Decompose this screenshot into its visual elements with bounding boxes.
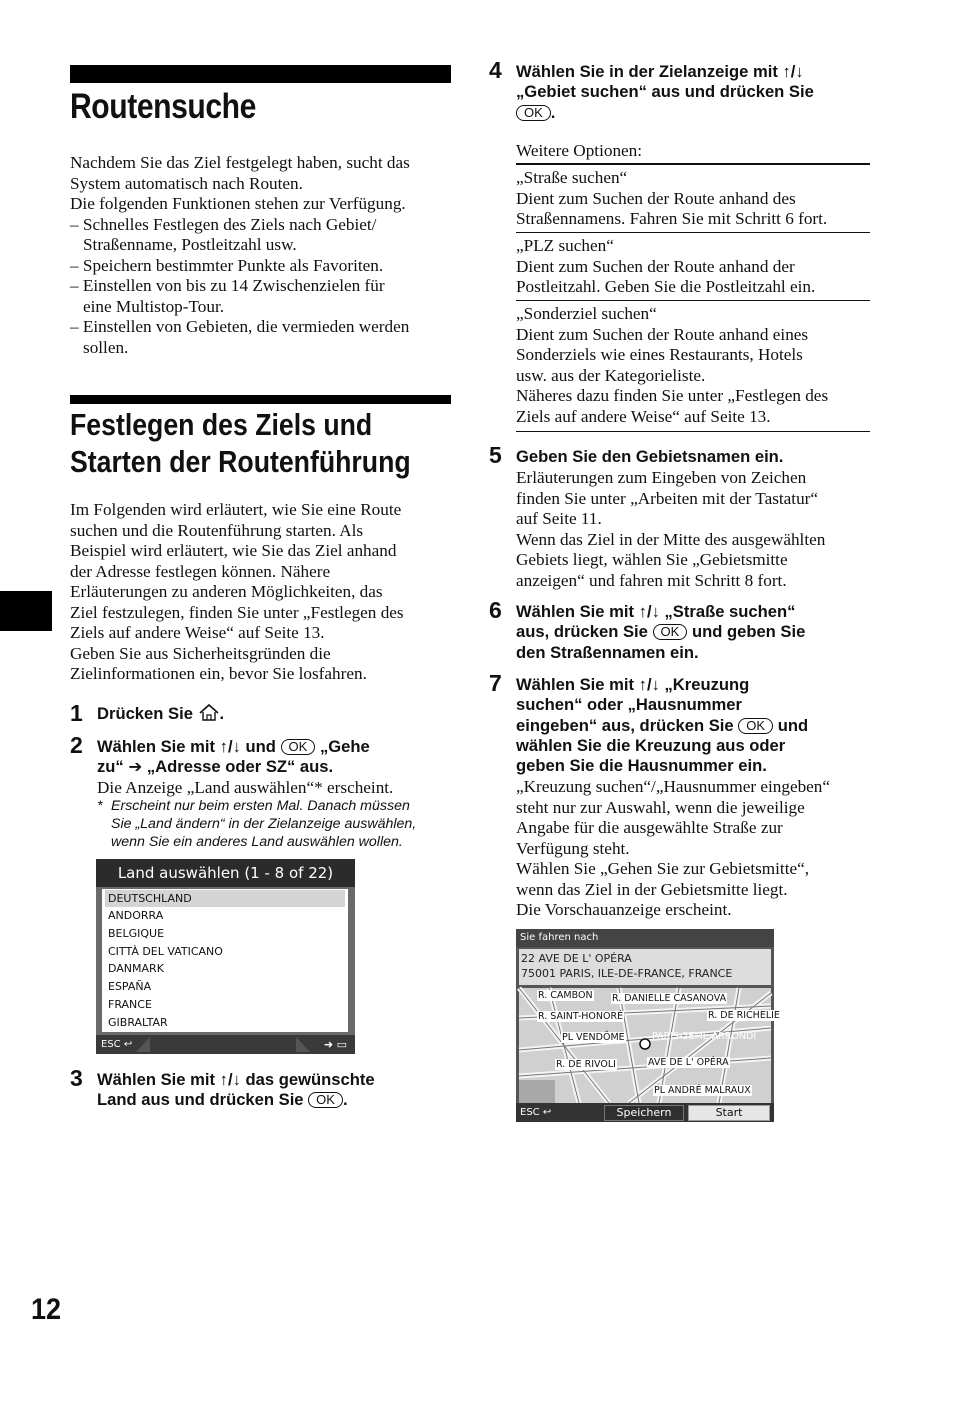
step-number: 5 <box>489 442 502 468</box>
page-number: 12 <box>31 1293 62 1326</box>
option-plz-suchen: „PLZ suchen“ Dient zum Suchen der Route anhand der Postleitzahl. Geben Sie die Postleitzahl ein. <box>516 232 870 300</box>
country-list <box>102 889 348 1032</box>
step-7-desc: „Kreuzung suchen“/„Hausnummer eingeben“ steht nur zur Auswahl, wenn die jeweilige Angabe für die ausgewählte Straße zur Verfügung steht. Wählen Sie „Gehen Sie zur Gebietsmitte“, wenn das Ziel in der Gebietsmitte liegt. Die Vorschauanzeige erscheint. <box>516 777 831 919</box>
list-item[interactable]: ANDORRA <box>108 909 164 922</box>
option-sonderziel-suchen: „Sonderziel suchen“ Dient zum Suchen der Route anhand eines Sonderziels wie eines Restaurants, Hotels usw. aus der Kategorieliste. Näheres dazu finden Sie unter „Festlegen des Ziels auf andere Weise“ auf Seite 13. <box>516 300 870 432</box>
preview-screen <box>516 929 780 1122</box>
section-title-routensuche: Routensuche <box>70 87 256 126</box>
step-6-text: Wählen Sie mit ↑/↓ „Straße suchen“ aus, drücken Sie OK und geben Sie den Straßennamen ein. <box>516 602 806 662</box>
list-item[interactable]: ESPAÑA <box>108 980 152 993</box>
bullet-item: – Speichern bestimmter Punkte als Favoriten. <box>70 255 384 275</box>
step-4-text: Wählen Sie in der Zielanzeige mit ↑/↓ „Gebiet suchen“ aus und drücken Sie OK . <box>516 62 814 122</box>
up-down-arrow-icon: ↑/↓ <box>782 62 804 81</box>
section-rule-2 <box>70 395 451 404</box>
next-page-icon[interactable]: ➜ ▭ <box>323 1038 347 1051</box>
up-down-arrow-icon: ↑/↓ <box>638 675 660 694</box>
screen-header: Sie fahren nach <box>516 929 774 947</box>
ok-button-icon: OK <box>653 624 688 640</box>
section-title-festlegen: Festlegen des Ziels und Starten der Routenführung <box>70 407 411 479</box>
intro-line: System automatisch nach Routen. <box>70 173 303 193</box>
intro-text <box>70 153 455 358</box>
land-auswaehlen-screen <box>96 859 355 1054</box>
bullet-item: – Einstellen von Gebieten, die vermieden werden sollen. <box>70 317 410 357</box>
step-number: 1 <box>70 700 83 726</box>
step-number: 2 <box>70 732 83 758</box>
home-icon <box>198 704 220 727</box>
street-label: R. DE RIVOLI <box>556 1059 616 1070</box>
start-button[interactable]: Start <box>688 1105 770 1121</box>
chapter-tab-marker <box>0 591 52 631</box>
ok-button-icon: OK <box>516 105 551 121</box>
step-5-title: Geben Sie den Gebietsnamen ein. <box>516 447 784 466</box>
scroll-triangle-icon <box>136 1037 150 1052</box>
destination-address: 22 AVE DE L' OPÉRA 75001 PARIS, ILE-DE-FRANCE, FRANCE <box>519 949 771 985</box>
ok-button-icon: OK <box>308 1092 343 1108</box>
step-2-text: Wählen Sie mit ↑/↓ und OK „Gehe zu“ ➔ „Adresse oder SZ“ aus. <box>97 737 370 777</box>
bullet-item: – Schnelles Festlegen des Ziels nach Gebiet/ Straßenname, Postleitzahl usw. <box>70 214 377 254</box>
street-label: PARIS-2EME ARRONDI <box>652 1031 757 1042</box>
step-5-text: Erläuterungen zum Eingeben von Zeichen finden Sie unter „Arbeiten mit der Tastatur“ auf Seite 11. Wenn das Ziel in der Mitte des ausgewählten Gebiets liegt, wählen Sie „Gebietsmitte anzeigen“ und fahren mit Schritt 8 fort. <box>516 468 826 590</box>
option-strasse-suchen: „Straße suchen“ Dient zum Suchen der Route anhand des Straßennamens. Fahren Sie mit Schritt 6 fort. <box>516 163 870 234</box>
ok-button-icon: OK <box>738 718 773 734</box>
back-arrow-icon: ↩ <box>123 1039 133 1050</box>
up-down-arrow-icon: ↑/↓ <box>638 602 660 621</box>
screen-title: Land auswählen (1 - 8 of 22) <box>96 859 355 887</box>
street-label: R. DANIELLE CASANOVA <box>612 993 727 1004</box>
street-label: PL ANDRÉ MALRAUX <box>654 1085 751 1096</box>
step-number: 7 <box>489 670 502 696</box>
section2-text: Im Folgenden wird erläutert, wie Sie eine Route suchen und die Routenführung starten. Als Beispiel wird erläutert, wie Sie das Ziel anhand der Adresse festlegen können. Nähere Erläuterungen zu anderen Möglichkeiten, das Ziel festzulegen, finden Sie unter „Festlegen des Ziels auf andere Weise“ auf Seite 13. Geben Sie aus Sicherheitsgründen die Zielinformationen ein, bevor Sie losfahren. <box>70 500 404 683</box>
bullet-item: – Einstellen von bis zu 14 Zwischenzielen für eine Multistop-Tour. <box>70 276 385 316</box>
list-item[interactable]: DANMARK <box>108 962 164 975</box>
list-item[interactable]: GIBRALTAR <box>108 1016 168 1029</box>
list-item[interactable]: FRANCE <box>108 998 152 1011</box>
intro-line: Die folgenden Funktionen stehen zur Verfügung. <box>70 194 406 213</box>
screen-footer <box>516 1103 774 1122</box>
ok-button-icon: OK <box>281 739 316 755</box>
street-label: R. CAMBON <box>538 990 593 1001</box>
step-number: 6 <box>489 597 502 623</box>
list-item[interactable]: CITTÀ DEL VATICANO <box>108 945 223 958</box>
street-label: R. SAINT-HONORÉ <box>538 1011 624 1022</box>
step-2-sub: Die Anzeige „Land auswählen“* erscheint. <box>97 778 394 797</box>
esc-button[interactable]: ESC ↩ <box>520 1107 552 1118</box>
step-number: 4 <box>489 57 502 83</box>
up-down-arrow-icon: ↑/↓ <box>219 1070 241 1089</box>
street-label: PL VENDÔME <box>562 1032 625 1043</box>
options-heading: Weitere Optionen: <box>516 141 643 160</box>
scroll-triangle-icon <box>296 1037 310 1052</box>
intro-line: Nachdem Sie das Ziel festgelegt haben, sucht das <box>70 153 410 172</box>
list-item[interactable]: BELGIQUE <box>108 927 165 940</box>
step-1-text: Drücken Sie . <box>97 704 224 727</box>
street-label: AVE DE L' OPÉRA <box>648 1057 729 1068</box>
save-button[interactable]: Speichern <box>604 1105 684 1121</box>
list-item[interactable]: DEUTSCHLAND <box>105 890 345 907</box>
section-rule-top <box>70 65 451 83</box>
step-7-text: Wählen Sie mit ↑/↓ „Kreuzung suchen“ oder „Hausnummer eingeben“ aus, drücken Sie OK und wählen Sie die Kreuzung aus oder geben Sie die Hausnummer ein. <box>516 675 809 776</box>
back-arrow-icon: ↩ <box>542 1107 552 1118</box>
esc-button[interactable]: ESC ↩ <box>101 1039 133 1050</box>
screen-footer <box>96 1035 355 1054</box>
street-label: R. DE RICHELIE <box>708 1010 780 1021</box>
map-view[interactable] <box>519 988 780 1103</box>
step-number: 3 <box>70 1065 83 1091</box>
step-2-footnote: * Erscheint nur beim ersten Mal. Danach müssen Sie „Land ändern“ in der Zielanzeige auswählen, wenn Sie ein anderes Land auswählen wollen. <box>97 798 417 850</box>
step-3-text: Wählen Sie mit ↑/↓ das gewünschte Land aus und drücken Sie OK . <box>97 1070 375 1110</box>
up-down-arrow-icon: ↑/↓ <box>219 737 241 756</box>
